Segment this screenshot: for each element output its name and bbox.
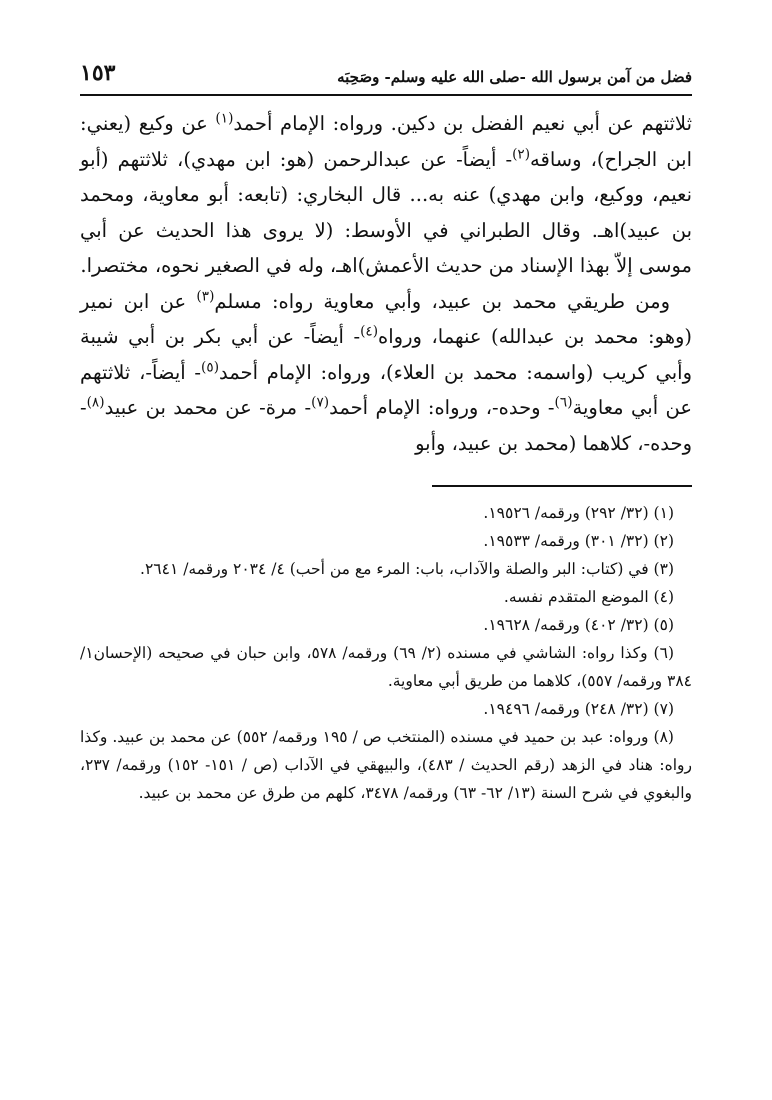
footnotes: [80, 499, 692, 807]
footnote-1: (١) (٣٢/ ٢٩٢) ورقمه/ ١٩٥٢٦.: [483, 504, 674, 522]
page-number: ١٥٣: [80, 60, 116, 86]
paragraph-2: [80, 284, 692, 462]
footnote-ref-7: (٧): [311, 394, 330, 411]
text-segment: ثلاثتهم عن أبي نعيم الفضل بن دكين. ورواه: الإمام أحمد: [233, 112, 692, 135]
footnote-2: (٢) (٣٢/ ٣٠١) ورقمه/ ١٩٥٣٣.: [483, 532, 674, 550]
footnote-ref-8: (٨): [86, 394, 105, 411]
main-text: [80, 106, 692, 461]
footnote-5: (٥) (٣٢/ ٤٠٢) ورقمه/ ١٩٦٢٨.: [483, 616, 674, 634]
text-segment: عن وكيع (يعني: ابن الجراح)، وساقه: [80, 112, 693, 171]
text-segment: - أيضاً- عن عبدالرحمن (هو: ابن مهدي)، ثلاثتهم (أبو نعيم، ووكيع، وابن مهدي) عنه به... قال البخاري: (تابعه: أبو معاوية، ومحمد بن عبيد)اهـ. وقال الطبراني في الأوسط: (لا يروى هذا الحديث عن أبي موسى إلاّ بهذا الإسناد من حديث الأعمش)اهـ، وله في الصغير نحوه، مختصرا.: [80, 147, 692, 277]
text-segment: - أيضاً-، ثلاثتهم عن أبي معاوية: [80, 360, 692, 419]
text-segment: - مرة- عن محمد بن عبيد: [104, 396, 312, 419]
text-segment: - وحده-، ورواه: الإمام أحمد: [329, 396, 555, 419]
footnote-6: (٦) وكذا رواه: الشاشي في مسنده (٢/ ٦٩) ورقمه/ ٥٧٨، وابن حبان في صحيحه (الإحسان١/ ٣٨٤ ورقمه/ ٥٥٧)، كلاهما من طريق أبي معاوية.: [80, 644, 692, 690]
footnote-separator: [432, 485, 692, 487]
book-page: [80, 60, 692, 807]
footnote-ref-2: (٢): [512, 146, 531, 162]
footnote-8: (٨) ورواه: عبد بن حميد في مسنده (المنتخب ص / ١٩٥ ورقمه/ ٥٥٢) عن محمد بن عبيد. وكذا رواه: هناد في الزهد (رقم الحديث / ٤٨٣)، والبيهقي في الآداب (ص / ١٥١- ١٥٢) ورقمه/ ٢٣٧، والبغوي في شرح السنة (١٣/ ٦٢- ٦٣) ورقمه/ ٣٤٧٨، كلهم من طرق عن محمد بن عبيد.: [80, 728, 692, 802]
page-header: [80, 60, 692, 96]
footnote-ref-5: (٥): [201, 359, 220, 375]
text-segment: - أيضاً- عن أبي بكر بن أبي شيبة وأبي كريب (واسمه: محمد بن العلاء)، ورواه: الإمام أحمد: [80, 325, 692, 384]
footnote-ref-3: (٣): [196, 288, 215, 304]
footnote-7: (٧) (٣٢/ ٢٤٨) ورقمه/ ١٩٤٩٦.: [483, 700, 674, 718]
footnote-3: (٣) في (كتاب: البر والصلة والآداب، باب: المرء مع من أحب) ٤/ ٢٠٣٤ ورقمه/ ٢٦٤١.: [140, 560, 674, 578]
running-title: فضل من آمن برسول الله -صلى الله عليه وسلم- وصَحِبَه: [337, 68, 692, 86]
footnote-ref-4: (٤): [360, 323, 379, 340]
footnote-4: (٤) الموضع المتقدم نفسه.: [503, 588, 674, 606]
footnote-ref-1: (١): [215, 110, 234, 127]
text-segment: ومن طريقي محمد بن عبيد، وأبي معاوية رواه: مسلم: [214, 289, 670, 313]
footnote-ref-6: (٦): [554, 394, 573, 411]
paragraph-1: [80, 106, 692, 284]
text-segment: عن ابن نمير (وهو: محمد بن عبدالله) عنهما، ورواه: [80, 289, 692, 348]
text-segment: -وحده-، كلاهما (محمد بن عبيد، وأبو: [80, 396, 692, 455]
